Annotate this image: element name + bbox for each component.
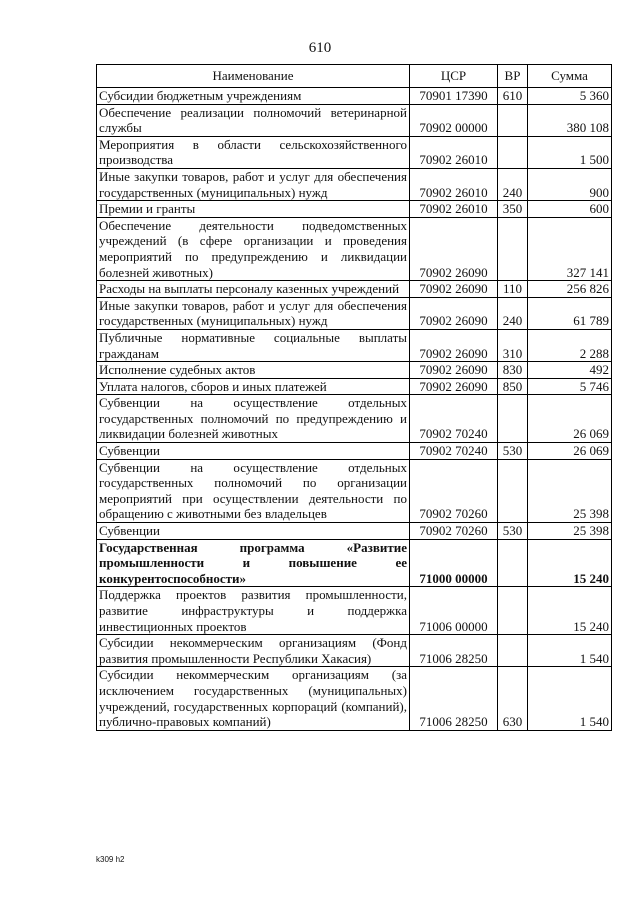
row-name: Поддержка проектов развития промышленности, развитие инфраструктуры и поддержка инвестиционных проектов [97,587,410,635]
row-name: Публичные нормативные социальные выплаты гражданам [97,329,410,361]
table-row [97,297,612,329]
row-vr: 240 [498,297,528,329]
row-vr [498,136,528,168]
row-name: Обеспечение реализации полномочий ветеринарной службы [97,104,410,136]
row-csr: 70902 00000 [410,104,498,136]
row-sum: 15 240 [528,587,612,635]
row-name: Субсидии некоммерческим организациям (Фонд развития промышленности Республики Хакасия) [97,635,410,667]
row-name: Расходы на выплаты персоналу казенных учреждений [97,281,410,298]
row-sum: 5 360 [528,88,612,105]
row-csr: 70902 70240 [410,443,498,460]
row-csr: 70901 17390 [410,88,498,105]
row-csr: 71006 28250 [410,635,498,667]
row-vr [498,587,528,635]
row-vr: 310 [498,329,528,361]
row-sum: 1 540 [528,667,612,730]
row-name: Иные закупки товаров, работ и услуг для обеспечения государственных (муниципальных) нужд [97,168,410,200]
row-sum: 15 240 [528,539,612,587]
table-row [97,281,612,298]
row-name: Субсидии некоммерческим организациям (за исключением государственных (муниципальных) учреждений, государственных корпораций (компаний), публично-правовых компаний) [97,667,410,730]
budget-table [96,64,612,731]
row-sum: 492 [528,362,612,379]
footer-code: k309 h2 [96,855,125,864]
row-vr: 530 [498,443,528,460]
row-csr: 70902 70240 [410,395,498,443]
row-csr: 70902 26090 [410,329,498,361]
row-name: Иные закупки товаров, работ и услуг для обеспечения государственных (муниципальных) нужд [97,297,410,329]
table-row [97,362,612,379]
page-number: 610 [308,40,332,56]
row-name: Уплата налогов, сборов и иных платежей [97,378,410,395]
row-name: Субвенции [97,523,410,540]
row-vr: 610 [498,88,528,105]
row-vr: 110 [498,281,528,298]
row-vr [498,395,528,443]
row-vr [498,217,528,280]
row-sum: 25 398 [528,459,612,522]
table-row [97,459,612,522]
table-row [97,104,612,136]
row-name: Премии и гранты [97,201,410,218]
row-vr: 850 [498,378,528,395]
header-name: Наименование [97,65,410,88]
row-vr: 630 [498,667,528,730]
header-vr: ВР [498,65,528,88]
table-row [97,667,612,730]
row-name: Субвенции [97,443,410,460]
header-sum: Сумма [528,65,612,88]
row-vr [498,539,528,587]
header-csr: ЦСР [410,65,498,88]
row-csr: 70902 26010 [410,168,498,200]
row-csr: 70902 70260 [410,459,498,522]
row-name: Государственная программа «Развитие промышленности и повышение ее конкурентоспособности» [97,539,410,587]
row-sum: 25 398 [528,523,612,540]
row-vr: 240 [498,168,528,200]
table-body [97,88,612,731]
row-csr: 71006 00000 [410,587,498,635]
row-csr: 70902 26010 [410,136,498,168]
row-vr [498,104,528,136]
table-row [97,523,612,540]
row-sum: 1 540 [528,635,612,667]
row-csr: 70902 26090 [410,362,498,379]
row-csr: 70902 70260 [410,523,498,540]
table-row [97,168,612,200]
row-sum: 1 500 [528,136,612,168]
row-sum: 61 789 [528,297,612,329]
table-row [97,395,612,443]
row-sum: 256 826 [528,281,612,298]
row-csr: 70902 26090 [410,297,498,329]
row-csr: 70902 26010 [410,201,498,218]
row-csr: 70902 26090 [410,378,498,395]
row-csr: 70902 26090 [410,217,498,280]
table-row [97,217,612,280]
row-name: Исполнение судебных актов [97,362,410,379]
row-sum: 327 141 [528,217,612,280]
table-row [97,587,612,635]
row-name: Субвенции на осуществление отдельных государственных полномочий по организации мероприятий при осуществлении деятельности по обращению с животными без владельцев [97,459,410,522]
row-name: Мероприятия в области сельскохозяйственного производства [97,136,410,168]
table-row [97,88,612,105]
row-vr [498,459,528,522]
row-name: Субвенции на осуществление отдельных государственных полномочий по предупреждению и ликвидации болезней животных [97,395,410,443]
table-row [97,635,612,667]
row-csr: 71006 28250 [410,667,498,730]
table-header-row [97,65,612,88]
table-row [97,136,612,168]
row-sum: 26 069 [528,443,612,460]
row-sum: 380 108 [528,104,612,136]
row-csr: 71000 00000 [410,539,498,587]
row-vr: 530 [498,523,528,540]
row-vr: 350 [498,201,528,218]
table-row [97,443,612,460]
row-vr: 830 [498,362,528,379]
table-row [97,201,612,218]
row-vr [498,635,528,667]
row-name: Обеспечение деятельности подведомственных учреждений (в сфере организации и проведения мероприятий по предупреждению и ликвидации болезней животных) [97,217,410,280]
table-row [97,329,612,361]
row-sum: 600 [528,201,612,218]
row-sum: 900 [528,168,612,200]
table-row [97,539,612,587]
row-sum: 2 288 [528,329,612,361]
table-row [97,378,612,395]
row-name: Субсидии бюджетным учреждениям [97,88,410,105]
row-sum: 5 746 [528,378,612,395]
row-sum: 26 069 [528,395,612,443]
row-csr: 70902 26090 [410,281,498,298]
